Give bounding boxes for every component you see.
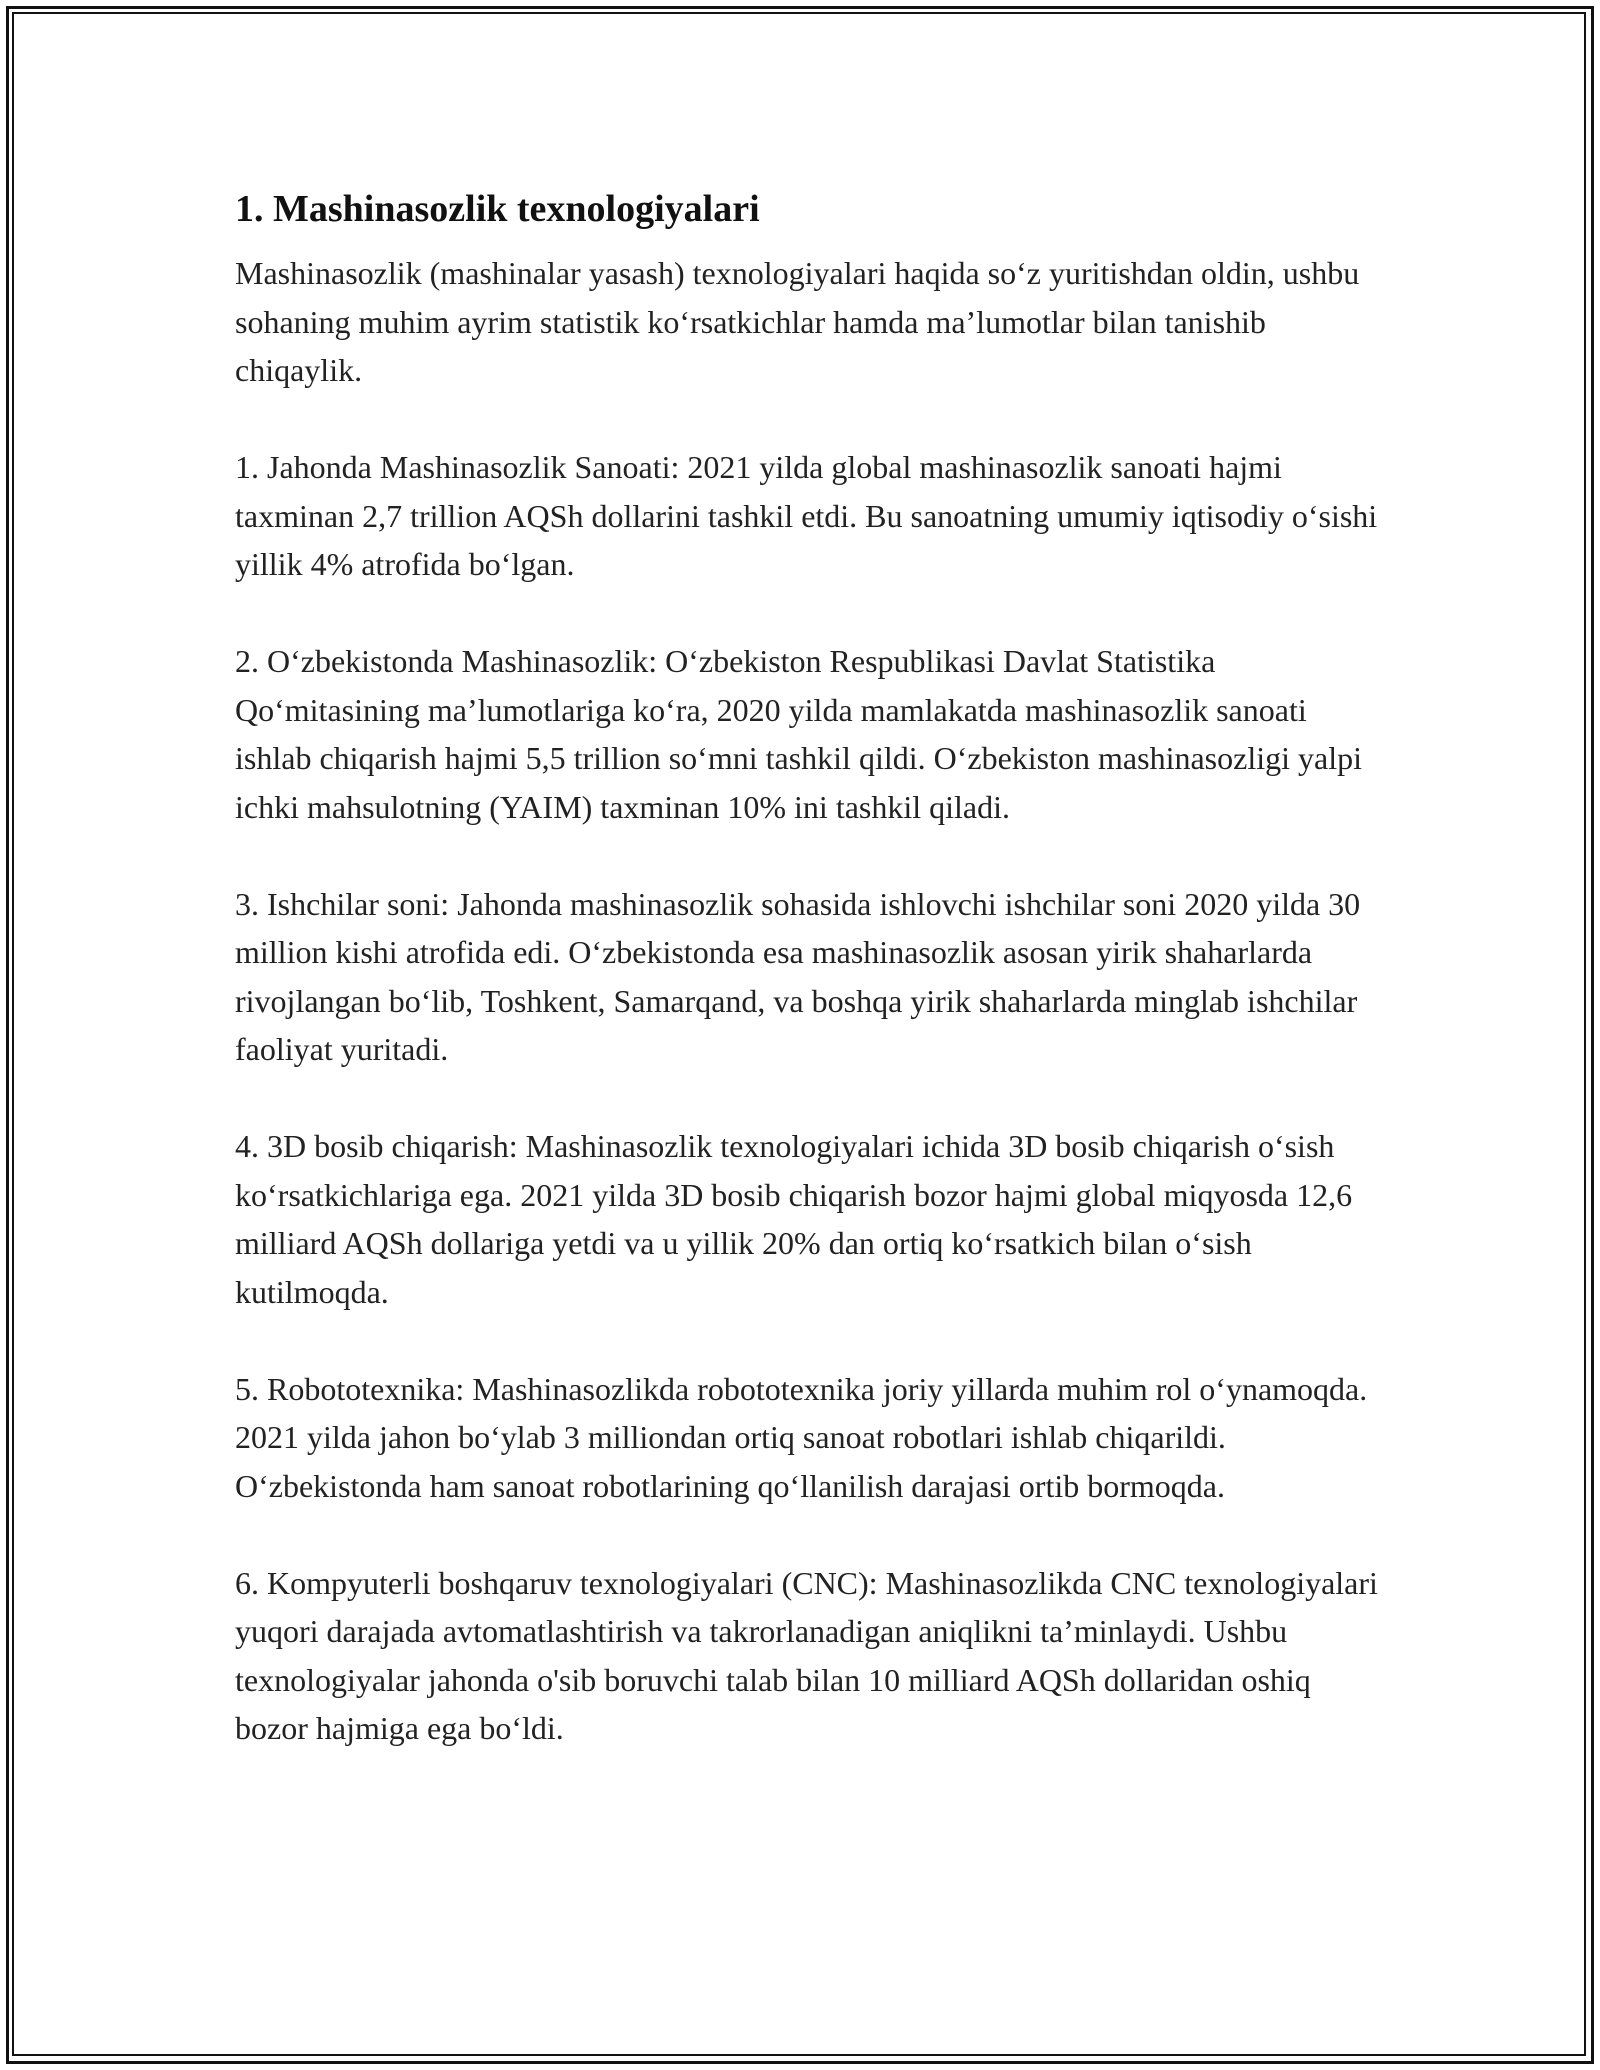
document-body xyxy=(235,185,1385,1801)
list-item-industry: 1. Jahonda Mashinasozlik Sanoati: 2021 yilda global mashinasozlik sanoati hajmi taxminan 2,7 trillion AQSh dollarini tashkil etdi. Bu sanoatning umumiy iqtisodiy o‘sishi yillik 4% atrofida bo‘lgan. xyxy=(235,449,1378,582)
list-item-3d-printing: 4. 3D bosib chiqarish: Mashinasozlik texnologiyalari ichida 3D bosib chiqarish o‘sish ko‘rsatkichlariga ega. 2021 yilda 3D bosib chiqarish bozor hajmi global miqyosda 12,6 milliard AQSh dollariga yetdi va u yillik 20% dan ortiq ko‘rsatkich bilan o‘sish kutilmoqda. xyxy=(235,1128,1353,1310)
list-item-workers: 3. Ishchilar soni: Jahonda mashinasozlik sohasida ishlovchi ishchilar soni 2020 yilda 30 million kishi atrofida edi. O‘zbekistonda esa mashinasozlik asosan yirik shaharlarda rivojlangan bo‘lib, Toshkent, Samarqand, va boshqa yirik shaharlarda minglab ishchilar faoliyat yuritadi. xyxy=(235,885,1361,1067)
list-item-robotics: 5. Robototexnika: Mashinasozlikda robototexnika joriy yillarda muhim rol o‘ynamoqda. 2021 yilda jahon bo‘ylab 3 milliondan ortiq sanoat robotlari ishlab chiqarildi. O‘zbekistonda ham sanoat robotlarining qo‘llanilish darajasi ortib bormoqda. xyxy=(235,1370,1368,1504)
list-item-uzbekistan: 2. O‘zbekistonda Mashinasozlik: O‘zbekiston Respublikasi Davlat Statistika Qo‘mitasining ma’lumotlariga ko‘ra, 2020 yilda mamlakatda mashinasozlik sanoati ishlab chiqarish hajmi 5,5 trillion so‘mni tashkil qildi. O‘zbekiston mashinasozligi yalpi ichki mahsulotning (YAIM) taxminan 10% ini tashkil qiladi. xyxy=(235,643,1362,825)
section-heading: 1. Mashinasozlik texnologiyalari xyxy=(235,188,760,230)
list-item-cnc: 6. Kompyuterli boshqaruv texnologiyalari (CNC): Mashinasozlikda CNC texnologiyalari yuqori darajada avtomatlashtirish va takrorlanadigan aniqlikni ta’minlaydi. Ushbu texnologiyalar jahonda o'sib boruvchi talab bilan 10 milliard AQSh dollaridan oshiq bozor hajmiga ega bo‘ldi. xyxy=(235,1564,1378,1746)
intro-paragraph: Mashinasozlik (mashinalar yasash) texnologiyalari haqida so‘z yuritishdan oldin, ushbu sohaning muhim ayrim statistik ko‘rsatkichlar hamda ma’lumotlar bilan tanishib chiqaylik. xyxy=(235,255,1360,388)
